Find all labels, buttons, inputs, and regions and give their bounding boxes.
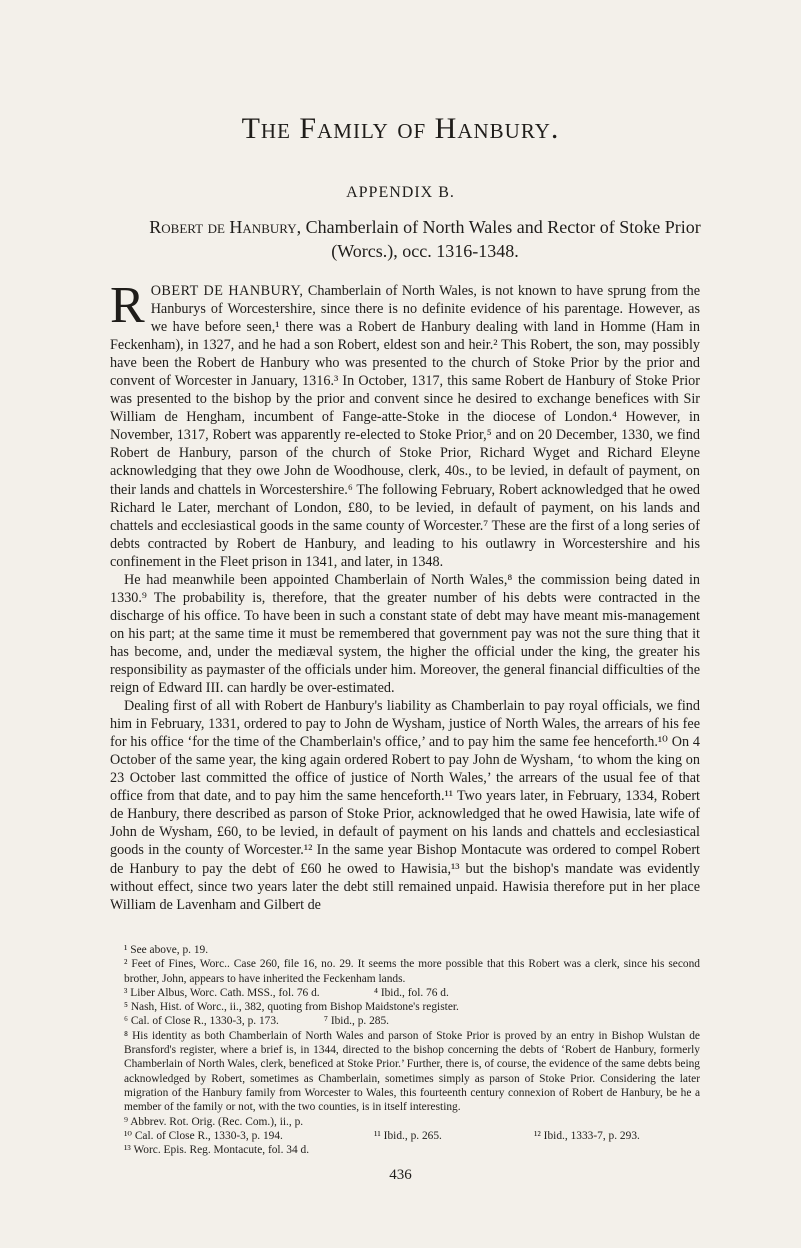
footnote-10: ¹⁰ Cal. of Close R., 1330-3, p. 194. [124,1129,283,1142]
footnote-3: ³ Liber Albus, Worc. Cath. MSS., fol. 76 d. [124,986,320,999]
appendix-heading: APPENDIX B. [346,184,455,201]
page-number: 436 [389,1167,412,1183]
footnote-7: ⁷ Ibid., p. 285. [324,1015,390,1028]
paragraph-1-text: Chamberlain of North Wales, is not known to have sprung from the Hanburys of Worcestershire, since there is no definite evidence of his parentage. However, as we have before seen,¹ there was a Robert de Hanbury dealing with land in Homme (Ham in Feckenham), in 1327, and he had a son Robert, eldest son and heir.² This Robert, the son, may possibly have been the Robert de Hanbury who was presented to the church of Stoke Prior by the prior and convent of Worcester in January, 1316.³ In October, 1317, this same Robert de Hanbury of Stoke Prior was presented to the bishop by the prior and convent since he desired to exchange benefices with Sir William de Hengham, incumbent of Fange-atte-Stoke in the diocese of London.⁴ However, in November, 1317, Robert was apparently re-elected to Stoke Prior,⁵ and on 20 December, 1330, we find Robert de Hanbury, parson of the church of Stoke Prior, Richard Wyget and Richard Eleyne acknowledging that they owe John de Woodhouse, clerk, 40s., to be levied, in default of payment, on their lands and chattels in Worcestershire.⁶ The following February, Robert acknowledged that he owed Richard le Later, merchant of London, £80, to be levied, in default of payment, on his lands and chattels and ecclesiastical goods in the same county of Worcester.⁷ These are the first of a long series of debts contracted by Robert de Hanbury, and leading to his outlawry in Worcestershire and his confinement in the Fleet prison in 1341, and later, in 1348. [110,283,700,570]
footnote-13: ¹³ Worc. Epis. Reg. Montacute, fol. 34 d. [124,1144,310,1157]
footnote-6: ⁶ Cal. of Close R., 1330-3, p. 173. [124,1015,279,1028]
body-text [110,277,700,914]
footnote-5: ⁵ Nash, Hist. of Worc., ii., 382, quoting from Bishop Maidstone's register. [124,1001,459,1014]
footnote-1: ¹ See above, p. 19. [124,944,209,956]
footnotes [110,943,700,1157]
footnote-2: ² Feet of Fines, Worc.. Case 260, file 16, no. 29. It seems the more possible that this Robert was a clerk, since his second brother, John, appears to have inherited the Feckenham lands. [124,958,700,985]
drop-cap: R [110,277,145,334]
footnote-9: ⁹ Abbrev. Rot. Orig. (Rec. Com.), ii., p. [124,1115,304,1128]
running-title: The Family of Hanbury. [241,112,560,145]
section-heading-rest: Chamberlain of North Wales and Rector of Stoke Prior (Worcs.), occ. 1316-1348. [305,217,701,261]
footnote-12: ¹² Ibid., 1333-7, p. 293. [534,1129,640,1142]
footnote-row-6-7 [110,1014,700,1028]
paragraph-3: Dealing first of all with Robert de Hanbury's liability as Chamberlain to pay royal officials, we find him in February, 1331, ordered to pay to John de Wysham, justice of North Wales, the arrears of his fee for his office ‘for the time of the Chamberlain's office,’ and to pay him the same fee henceforth.¹⁰ On 4 October of the same year, the king again ordered Robert to pay John de Wysham, ‘to whom the king on 23 October last committed the office of justice of North Wales,’ the arrears of the usual fee of that office from that date, and to pay him the same henceforth.¹¹ Two years later, in February, 1334, Robert de Hanbury, there described as parson of Stoke Prior, acknowledged that he owed Hawisia, late wife of John de Wysham, £60, to be levied, in default of payment on his lands and chattels and ecclesiastical goods in the county of Worcester.¹² In the same year Bishop Montacute was ordered to compel Robert de Hanbury to pay the debt of £60 he owed to Hawisia,¹³ but the bishop's mandate was evidently without effect, since two years later the debt still remained unpaid. Hawisia therefore put in her place William de Lavenham and Gilbert de [110,698,700,913]
section-heading-name: Robert de Hanbury, [149,217,302,237]
footnote-4: ⁴ Ibid., fol. 76 d. [374,986,449,999]
paragraph-2: He had meanwhile been appointed Chamberlain of North Wales,⁸ the commission being dated in 1330.⁹ The probability is, therefore, that the greater number of his debts were contracted in the discharge of his office. To have been in such a constant state of debt may have meant mis-management on his part; at the same time it must be remembered that government pay was not the sure thing that it has become, and, under the mediæval system, the higher the official under the king, the greater his responsibility as paymaster of the officials under him. Moreover, the general financial difficulties of the reign of Edward III. can hardly be over-estimated. [110,571,700,697]
footnote-row-3-4 [110,986,700,1000]
opening-name: OBERT DE HANBURY, [150,283,304,299]
footnote-row-10-12 [110,1129,700,1143]
paragraph-1 [110,277,700,571]
footnote-11: ¹¹ Ibid., p. 265. [374,1129,442,1142]
section-heading [145,215,705,263]
footnote-8: ⁸ His identity as both Chamberlain of North Wales and parson of Stoke Prior is proved by an entry in Bishop Wulstan de Bransford's register, where a brief is, in 1344, directed to the bishop concerning the debts of ‘Robert de Hanbury, formerly Chamberlain of North Wales, clerk, beneficed at Stoke Prior.’ Further, there is, of course, the evidence of the same debts being acknowledged by Robert, sometimes as Chamberlain, sometimes simply as parson of Stoke Prior. Considering the later migration of the Hanbury family from Worcester to Wales, this fourteenth century connexion of Robert de Hanbury, be he a member of the family or not, with the two counties, is in itself interesting. [124,1029,700,1114]
